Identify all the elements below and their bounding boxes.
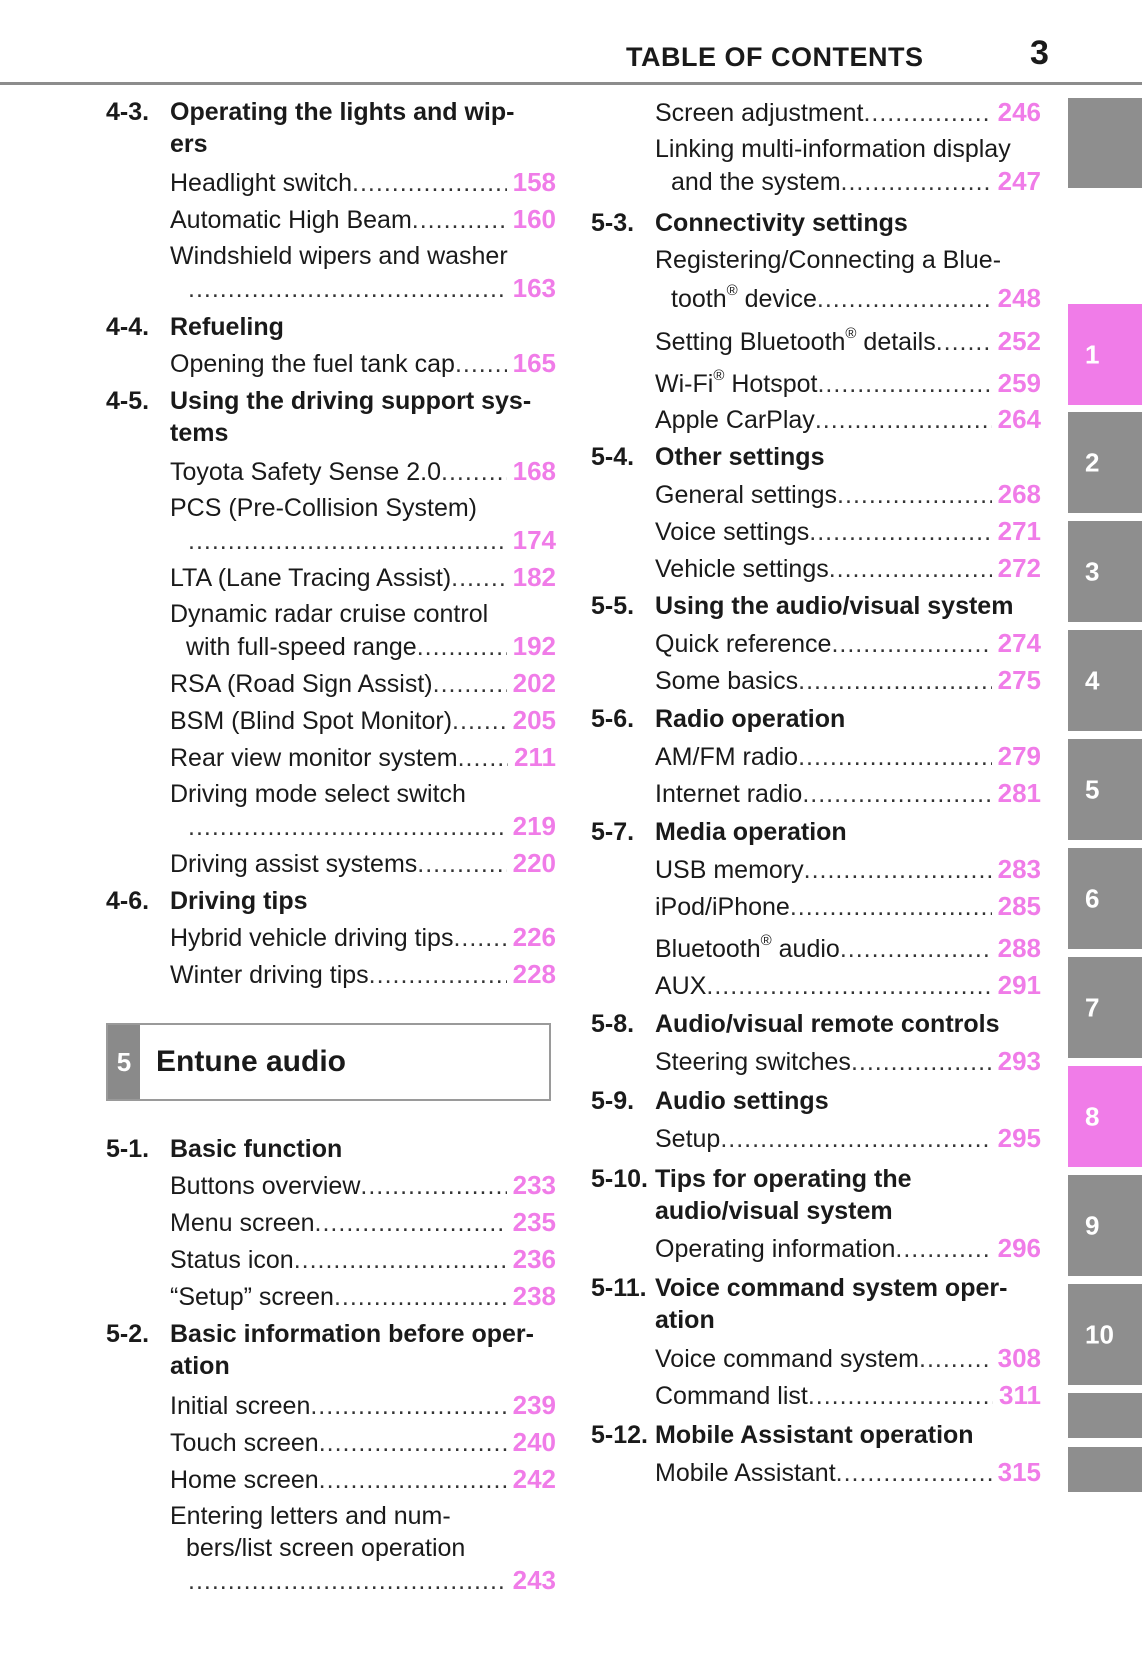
- entry-label: Menu screen: [170, 1209, 315, 1237]
- toc-entry-rear-view-monitor[interactable]: [170, 741, 556, 774]
- entry-page: 264: [997, 404, 1041, 434]
- entry-label: Command list: [655, 1382, 808, 1410]
- entry-page: 158: [512, 167, 556, 197]
- entry-page: 235: [512, 1207, 556, 1237]
- toc-entry-usb-memory[interactable]: [655, 853, 1041, 886]
- toc-entry-quick-reference[interactable]: [655, 627, 1041, 660]
- entry-page: 226: [512, 922, 556, 952]
- section-title: Driving tips: [170, 887, 308, 915]
- section-number: 5-1.: [106, 1135, 150, 1163]
- toc-entry-driving-mode-select[interactable]: [170, 778, 556, 843]
- toc-entry-operating-information[interactable]: [655, 1232, 1041, 1265]
- entry-page: 236: [512, 1244, 556, 1274]
- toc-entry-internet-radio[interactable]: [655, 777, 1041, 810]
- section-title: Other settings: [655, 443, 825, 471]
- entry-page: 240: [512, 1427, 556, 1457]
- toc-entry-toyota-safety-sense[interactable]: [170, 455, 556, 488]
- toc-entry-headlight-switch[interactable]: [170, 166, 556, 199]
- chapter-tab-9[interactable]: 9: [1068, 1175, 1142, 1276]
- entry-label: Registering/Connecting a Blue-: [655, 246, 1002, 274]
- toc-entry-dynamic-radar-cruise[interactable]: [170, 598, 556, 663]
- entry-page: 272: [997, 553, 1041, 583]
- entry-page: 285: [997, 891, 1041, 921]
- chapter-tab-8[interactable]: 8: [1068, 1066, 1142, 1167]
- entry-page: 293: [997, 1046, 1041, 1076]
- entry-page: 247: [997, 166, 1041, 196]
- section-number: 5-4.: [591, 443, 635, 471]
- chapter-number: 5: [108, 1025, 140, 1099]
- toc-entry-vehicle-settings[interactable]: [655, 552, 1041, 585]
- entry-label: Automatic High Beam: [170, 206, 412, 234]
- entry-label: Internet radio: [655, 780, 803, 808]
- toc-entry-register-bluetooth[interactable]: [655, 244, 1041, 315]
- entry-label: Entering letters and num-: [170, 1502, 451, 1530]
- toc-entry-some-basics[interactable]: [655, 664, 1041, 697]
- section-number: 5-7.: [591, 818, 635, 846]
- section-number: 5-2.: [106, 1320, 150, 1348]
- entry-page: 165: [512, 348, 556, 378]
- toc-entry-bsm[interactable]: [170, 704, 556, 737]
- toc-entry-initial-screen[interactable]: [170, 1389, 556, 1422]
- section-number: 4-5.: [106, 387, 150, 415]
- section-title: Mobile Assistant operation: [655, 1421, 974, 1449]
- toc-entry-steering-switches[interactable]: [655, 1045, 1041, 1078]
- entry-label: Operating information: [655, 1235, 896, 1263]
- toc-entry-entering-letters[interactable]: [170, 1500, 556, 1597]
- entry-label: USB memory: [655, 856, 804, 884]
- entry-label: Vehicle settings: [655, 555, 829, 583]
- section-number: 5-6.: [591, 705, 635, 733]
- page-header-title: TABLE OF CONTENTS: [626, 42, 924, 72]
- entry-page: 311: [999, 1380, 1041, 1410]
- header-divider: [0, 82, 1142, 85]
- entry-page: 205: [512, 705, 556, 735]
- page-number: 3: [1030, 34, 1049, 72]
- chapter-tab-7[interactable]: 7: [1068, 957, 1142, 1058]
- entry-label: Quick reference: [655, 630, 832, 658]
- entry-label: Voice command system: [655, 1345, 919, 1373]
- toc-entry-lta[interactable]: [170, 561, 556, 594]
- section-number: 4-6.: [106, 887, 150, 915]
- entry-label: Headlight switch: [170, 169, 353, 197]
- toc-entry-hybrid-tips[interactable]: [170, 921, 556, 954]
- entry-label: Setting Bluetooth® details: [655, 324, 936, 356]
- toc-entry-touch-screen[interactable]: [170, 1426, 556, 1459]
- entry-label: Home screen: [170, 1466, 319, 1494]
- toc-entry-automatic-high-beam[interactable]: [170, 203, 556, 236]
- entry-page: 248: [997, 283, 1041, 313]
- chapter-tab-blank-a: [1068, 1393, 1142, 1438]
- entry-label: Mobile Assistant: [655, 1459, 836, 1487]
- entry-page: 243: [512, 1565, 556, 1595]
- entry-label: Linking multi-information display: [655, 135, 1011, 163]
- section-title: Basic function: [170, 1135, 343, 1163]
- toc-entry-command-list[interactable]: [655, 1379, 1041, 1412]
- chapter-heading-entune-audio[interactable]: [106, 1023, 551, 1101]
- entry-label: Windshield wipers and washer: [170, 242, 508, 270]
- section-number: 5-12.: [591, 1421, 648, 1449]
- chapter-tab-4[interactable]: 4: [1068, 630, 1142, 731]
- entry-page: 275: [997, 665, 1041, 695]
- entry-label: Status icon: [170, 1246, 294, 1274]
- entry-page: 281: [997, 778, 1041, 808]
- section-number: 5-5.: [591, 592, 635, 620]
- section-title: Media operation: [655, 818, 847, 846]
- section-title: Using the audio/visual system: [655, 592, 1014, 620]
- toc-entry-aux[interactable]: [655, 969, 1041, 1002]
- entry-label: AM/FM radio: [655, 743, 799, 771]
- entry-page: 174: [512, 525, 556, 555]
- toc-entry-linking-mid[interactable]: [655, 133, 1041, 198]
- entry-page: 296: [997, 1233, 1041, 1263]
- entry-page: 163: [512, 273, 556, 303]
- entry-page: 239: [512, 1390, 556, 1420]
- entry-page: 291: [997, 970, 1041, 1000]
- chapter-tab-6[interactable]: 6: [1068, 848, 1142, 949]
- entry-page: 252: [997, 326, 1041, 356]
- entry-page: 242: [512, 1464, 556, 1494]
- entry-label: Some basics: [655, 667, 799, 695]
- entry-label: Screen adjustment: [655, 99, 864, 127]
- toc-entry-amfm-radio[interactable]: [655, 740, 1041, 773]
- toc-entry-pcs[interactable]: [170, 492, 556, 557]
- entry-page: 228: [512, 959, 556, 989]
- entry-page: 238: [512, 1281, 556, 1311]
- entry-page: 295: [997, 1123, 1041, 1153]
- toc-entry-mobile-assistant[interactable]: [655, 1456, 1041, 1489]
- toc-entry-apple-carplay[interactable]: [655, 403, 1041, 436]
- section-number: 5-10.: [591, 1165, 648, 1193]
- toc-entry-rsa[interactable]: [170, 667, 556, 700]
- toc-entry-voice-command-system[interactable]: [655, 1342, 1041, 1375]
- toc-entry-ipod-iphone[interactable]: [655, 890, 1041, 923]
- entry-page: 168: [512, 456, 556, 486]
- entry-page: 182: [512, 562, 556, 592]
- entry-page: 288: [997, 933, 1041, 963]
- entry-label: PCS (Pre-Collision System): [170, 494, 478, 522]
- entry-page: 279: [997, 741, 1041, 771]
- chapter-tab-5[interactable]: 5: [1068, 739, 1142, 840]
- entry-label-cont: with full-speed range: [186, 633, 417, 661]
- toc-entry-screen-adjustment[interactable]: [655, 96, 1041, 129]
- entry-page: 274: [997, 628, 1041, 658]
- entry-label: Setup: [655, 1125, 721, 1153]
- entry-label: iPod/iPhone: [655, 893, 790, 921]
- entry-page: 259: [997, 368, 1041, 398]
- entry-label: LTA (Lane Tracing Assist): [170, 564, 452, 592]
- entry-page: 202: [512, 668, 556, 698]
- entry-page: 246: [997, 97, 1041, 127]
- entry-page: 220: [512, 848, 556, 878]
- entry-label: Hybrid vehicle driving tips: [170, 924, 454, 952]
- entry-page: 315: [997, 1457, 1041, 1487]
- toc-entry-bluetooth-details[interactable]: [655, 325, 1041, 358]
- section-number: 4-3.: [106, 98, 150, 126]
- toc-entry-voice-settings[interactable]: [655, 515, 1041, 548]
- entry-label-cont: tooth® device: [671, 281, 817, 313]
- entry-page: 192: [512, 631, 556, 661]
- section-number: 4-4.: [106, 313, 150, 341]
- entry-page: 268: [997, 479, 1041, 509]
- section-title: Connectivity settings: [655, 209, 908, 237]
- toc-entry-winter-tips[interactable]: [170, 958, 556, 991]
- entry-label: BSM (Blind Spot Monitor): [170, 707, 453, 735]
- entry-label: Voice settings: [655, 518, 810, 546]
- section-title: Tips for operating the audio/visual system: [655, 1165, 912, 1225]
- toc-entry-setup-screen[interactable]: [170, 1280, 556, 1313]
- entry-page: 233: [512, 1170, 556, 1200]
- entry-label: Driving mode select switch: [170, 780, 466, 808]
- entry-label: Apple CarPlay: [655, 406, 815, 434]
- chapter-tab-3[interactable]: 3: [1068, 521, 1142, 622]
- entry-label: Winter driving tips: [170, 961, 369, 989]
- toc-entry-bluetooth-audio[interactable]: [655, 932, 1041, 965]
- entry-label: Bluetooth® audio: [655, 931, 840, 963]
- entry-label: Dynamic radar cruise control: [170, 600, 489, 628]
- toc-entry-driving-assist[interactable]: [170, 847, 556, 880]
- chapter-tab-blank-top: [1068, 98, 1142, 188]
- entry-label: Rear view monitor system: [170, 744, 458, 772]
- toc-entry-buttons-overview[interactable]: [170, 1169, 556, 1202]
- entry-page: 283: [997, 854, 1041, 884]
- entry-label-cont: bers/list screen operation: [186, 1534, 466, 1562]
- entry-label: Touch screen: [170, 1429, 319, 1457]
- section-title: Audio settings: [655, 1087, 829, 1115]
- entry-label: RSA (Road Sign Assist): [170, 670, 433, 698]
- section-number: 5-8.: [591, 1010, 635, 1038]
- section-number: 5-3.: [591, 209, 635, 237]
- section-title: Refueling: [170, 313, 284, 341]
- section-number: 5-9.: [591, 1087, 635, 1115]
- chapter-title: Entune audio: [156, 1045, 346, 1078]
- chapter-tab-2[interactable]: 2: [1068, 412, 1142, 513]
- entry-label: AUX: [655, 972, 707, 1000]
- entry-page: 271: [997, 516, 1041, 546]
- chapter-tab-10[interactable]: 10: [1068, 1284, 1142, 1385]
- section-title: Operating the lights and wip- ers: [170, 98, 515, 158]
- chapter-tab-blank-b: [1068, 1447, 1142, 1492]
- toc-entry-home-screen[interactable]: [170, 1463, 556, 1496]
- entry-page: 308: [997, 1343, 1041, 1373]
- entry-label: General settings: [655, 481, 838, 509]
- entry-label: Toyota Safety Sense 2.0: [170, 458, 442, 486]
- entry-label: Wi-Fi® Hotspot: [655, 366, 818, 398]
- section-title: Radio operation: [655, 705, 846, 733]
- entry-page: 160: [512, 204, 556, 234]
- entry-page: 219: [512, 811, 556, 841]
- toc-entry-setup[interactable]: [655, 1122, 1041, 1155]
- section-title: Using the driving support sys- tems: [170, 387, 532, 447]
- section-title: Basic information before oper- ation: [170, 1320, 534, 1380]
- section-number: 5-11.: [591, 1274, 647, 1302]
- toc-entry-status-icon[interactable]: [170, 1243, 556, 1276]
- section-title: Audio/visual remote controls: [655, 1010, 1000, 1038]
- toc-entry-wipers[interactable]: [170, 240, 556, 305]
- entry-label: Initial screen: [170, 1392, 311, 1420]
- entry-label-cont: and the system: [671, 168, 841, 196]
- entry-label: Opening the fuel tank cap: [170, 350, 455, 378]
- toc-entry-menu-screen[interactable]: [170, 1206, 556, 1239]
- entry-label: “Setup” screen: [170, 1283, 334, 1311]
- section-title: Voice command system oper- ation: [655, 1274, 1008, 1334]
- entry-label: Steering switches: [655, 1048, 851, 1076]
- toc-entry-wifi-hotspot[interactable]: [655, 367, 1041, 400]
- entry-label: Buttons overview: [170, 1172, 361, 1200]
- entry-label: Driving assist systems: [170, 850, 418, 878]
- entry-page: 211: [514, 742, 556, 772]
- toc-entry-general-settings[interactable]: [655, 478, 1041, 511]
- toc-entry-fuel-tank-cap[interactable]: [170, 347, 556, 380]
- chapter-tab-1[interactable]: 1: [1068, 304, 1142, 405]
